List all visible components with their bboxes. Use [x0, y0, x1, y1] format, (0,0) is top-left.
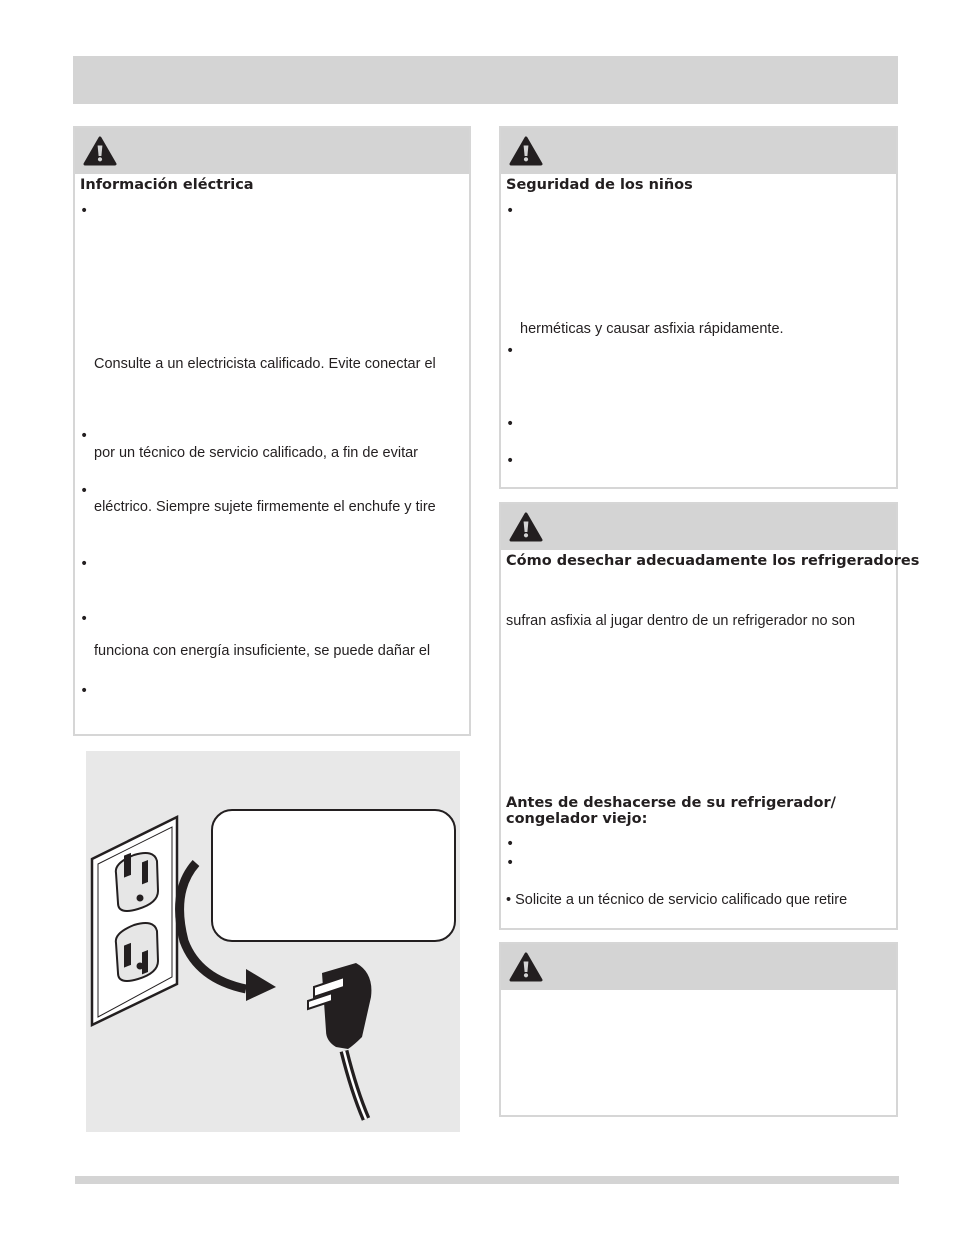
body-text-line: Consulte a un electricista calificado. Evite conectar el — [94, 356, 436, 372]
child-safety-warning-box — [499, 126, 898, 489]
warning-triangle-icon — [509, 136, 543, 166]
section-heading: Cómo desechar adecuadamente los refrigeradores — [506, 553, 920, 569]
warning-header — [75, 128, 469, 174]
bullet: • — [80, 683, 89, 699]
bullet: • — [80, 611, 89, 627]
bottom-warning-box — [499, 942, 898, 1117]
bullet: • — [506, 343, 515, 359]
bullet: • — [506, 855, 515, 871]
warning-triangle-icon — [509, 952, 543, 982]
subheading: Antes de deshacerse de su refrigerador/ — [506, 795, 836, 811]
body-text-line: por un técnico de servicio calificado, a fin de evitar — [94, 445, 419, 461]
outlet-plug-illustration — [86, 751, 460, 1132]
bullet: • — [506, 203, 515, 219]
bullet: • — [80, 428, 89, 444]
electrical-warning-box — [73, 126, 471, 736]
body-text-line: herméticas y causar asfixia rápidamente. — [520, 321, 784, 337]
warning-header — [501, 128, 896, 174]
bullet: • — [506, 836, 515, 852]
section-heading: Información eléctrica — [80, 177, 254, 193]
warning-triangle-icon — [83, 136, 117, 166]
bullet: • — [506, 453, 515, 469]
section-heading: Seguridad de los niños — [506, 177, 693, 193]
warning-header — [501, 944, 896, 990]
disposal-warning-box — [499, 502, 920, 930]
bullet: • — [506, 416, 515, 432]
subheading: congelador viejo: — [506, 811, 648, 827]
body-text-line: • Solicite a un técnico de servicio calificado que retire — [506, 892, 848, 908]
page-header-bar — [73, 56, 898, 104]
page-footer-bar — [75, 1176, 899, 1184]
body-text-line: funciona con energía insuficiente, se puede dañar el — [94, 643, 431, 659]
bullet: • — [80, 556, 89, 572]
bullet: • — [80, 483, 89, 499]
outlet-plug-drawing — [86, 751, 460, 1132]
warning-triangle-icon — [509, 512, 543, 542]
warning-header — [501, 504, 896, 550]
bullet: • — [80, 203, 89, 219]
body-text-line: eléctrico. Siempre sujete firmemente el enchufe y tire — [94, 499, 436, 515]
body-text-line: sufran asfixia al jugar dentro de un refrigerador no son — [506, 613, 856, 629]
